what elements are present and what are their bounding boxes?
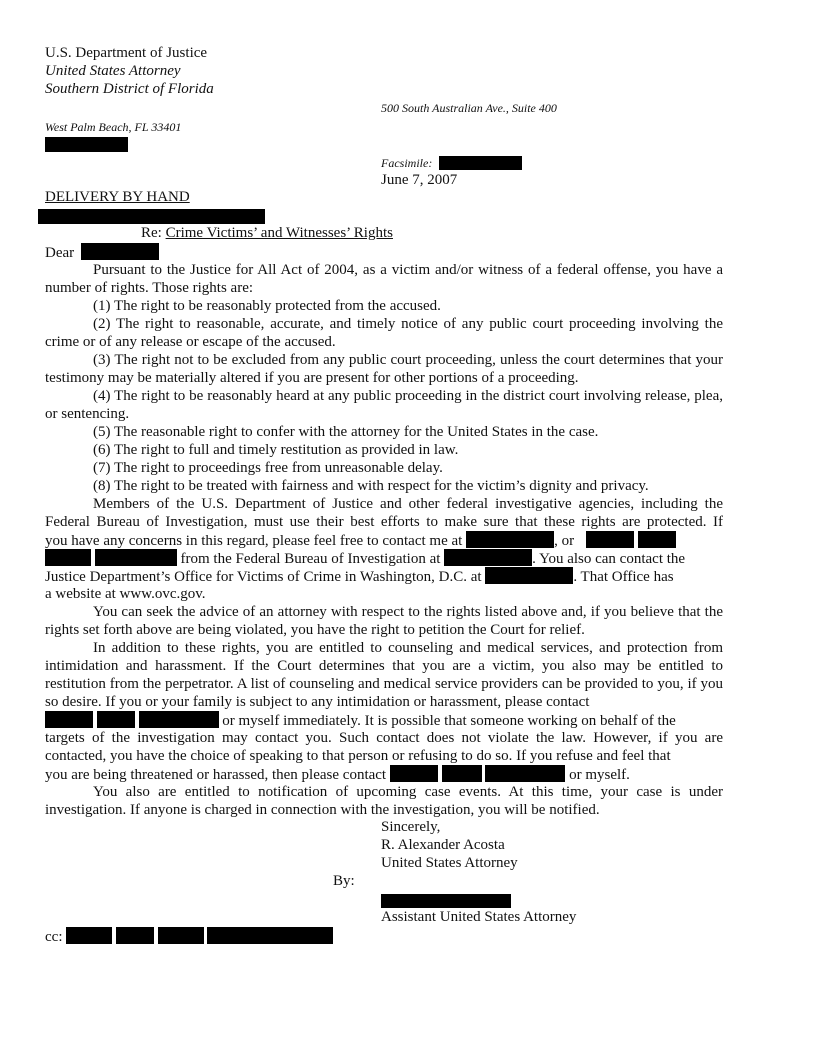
right-7: (7) The right to proceedings free from unreasonable delay. bbox=[93, 460, 443, 476]
recipient-redaction bbox=[38, 209, 265, 226]
right-2: (2) The right to reasonable, accurate, and timely notice of any public court proceeding involving the crime or of any release or escape of the accused. bbox=[45, 316, 723, 350]
re-subject: Crime Victims’ and Witnesses’ Rights bbox=[165, 225, 393, 241]
cc-line bbox=[45, 927, 333, 946]
right-6: (6) The right to full and timely restitution as provided in law. bbox=[93, 442, 459, 458]
closing-sincerely: Sincerely, bbox=[381, 819, 441, 835]
dept-name: U.S. Department of Justice bbox=[45, 45, 208, 61]
cc-label: cc: bbox=[45, 929, 63, 945]
district-name: Southern District of Florida bbox=[45, 81, 214, 97]
delivery-method: DELIVERY BY HAND bbox=[45, 189, 190, 205]
counsel-line-8: you are being threatened or harassed, then please contact or myself. bbox=[45, 767, 630, 783]
advice-paragraph: You can seek the advice of an attorney with respect to the rights listed above and, if you believe that the rights set forth above are being violated, you have the right to petition the Court for relief. bbox=[45, 604, 723, 638]
members-line-1: Members of the U.S. Department of Justice and other federal investigative agencies, including the bbox=[93, 496, 723, 512]
members-line-3: you have any concerns in this regard, please feel free to contact me at , or bbox=[45, 531, 676, 550]
counsel-paragraph-b: targets of the investigation may contact you. Such contact does not violate the law. However, if you are contacted, you have the choice of speaking to that person or refusing to do so. If you refuse and feel that bbox=[45, 730, 723, 764]
right-5: (5) The reasonable right to confer with the attorney for the United States in the case. bbox=[93, 424, 599, 440]
signer-title: United States Attorney bbox=[381, 855, 518, 871]
office-name: United States Attorney bbox=[45, 63, 181, 79]
signer-name: R. Alexander Acosta bbox=[381, 837, 505, 853]
right-4: (4) The right to be reasonably heard at any public proceeding in the district court involving release, plea, or sentencing. bbox=[45, 388, 723, 422]
redaction-block bbox=[45, 137, 128, 154]
salutation: Dear bbox=[45, 243, 159, 262]
letter-date: June 7, 2007 bbox=[381, 172, 458, 188]
members-line-6: a website at www.ovc.gov. bbox=[45, 586, 206, 602]
by-label: By: bbox=[333, 873, 355, 889]
members-line-4: from the Federal Bureau of Investigation at . You also can contact the bbox=[45, 549, 685, 568]
counsel-paragraph-a: In addition to these rights, you are entitled to counseling and medical services, and protection from intimidation and harassment. If the Court determines that you are a victim, you also may be entitled to restitution from the perpetrator. A list of counseling and medical service providers can be provided to you, if you so desire. If you or your family is subject to any intimidation or harassment, please contact bbox=[45, 640, 723, 710]
office-city: West Palm Beach, FL 33401 bbox=[45, 120, 182, 134]
facsimile-label: Facsimile: bbox=[381, 156, 433, 170]
signature-redaction bbox=[381, 893, 511, 910]
ausa-title: Assistant United States Attorney bbox=[381, 909, 577, 925]
right-3: (3) The right not to be excluded from any public court proceeding, unless the court determines that your testimony may be materially altered if you are present for other portions of a proceeding. bbox=[45, 352, 723, 386]
re-line bbox=[141, 225, 393, 242]
counsel-line-5: or myself immediately. It is possible that someone working on behalf of the bbox=[45, 711, 676, 730]
facsimile-line bbox=[381, 156, 522, 171]
intro-paragraph: Pursuant to the Justice for All Act of 2004, as a victim and/or witness of a federal offense, you have a number of rights. Those rights are: bbox=[45, 262, 723, 296]
right-1: (1) The right to be reasonably protected from the accused. bbox=[93, 298, 441, 314]
notification-paragraph: You also are entitled to notification of upcoming case events. At this time, your case is under investigation. If anyone is charged in connection with the investigation, you will be notified. bbox=[45, 784, 723, 818]
members-line-5: Justice Department’s Office for Victims of Crime in Washington, D.C. at . That Office has bbox=[45, 569, 674, 585]
office-address: 500 South Australian Ave., Suite 400 bbox=[381, 101, 557, 115]
members-line-2: Federal Bureau of Investigation, must use their best efforts to make sure that these rights are protected. If bbox=[45, 514, 723, 530]
right-8: (8) The right to be treated with fairness and with respect for the victim’s dignity and privacy. bbox=[93, 478, 649, 494]
re-label: Re: bbox=[141, 225, 162, 241]
